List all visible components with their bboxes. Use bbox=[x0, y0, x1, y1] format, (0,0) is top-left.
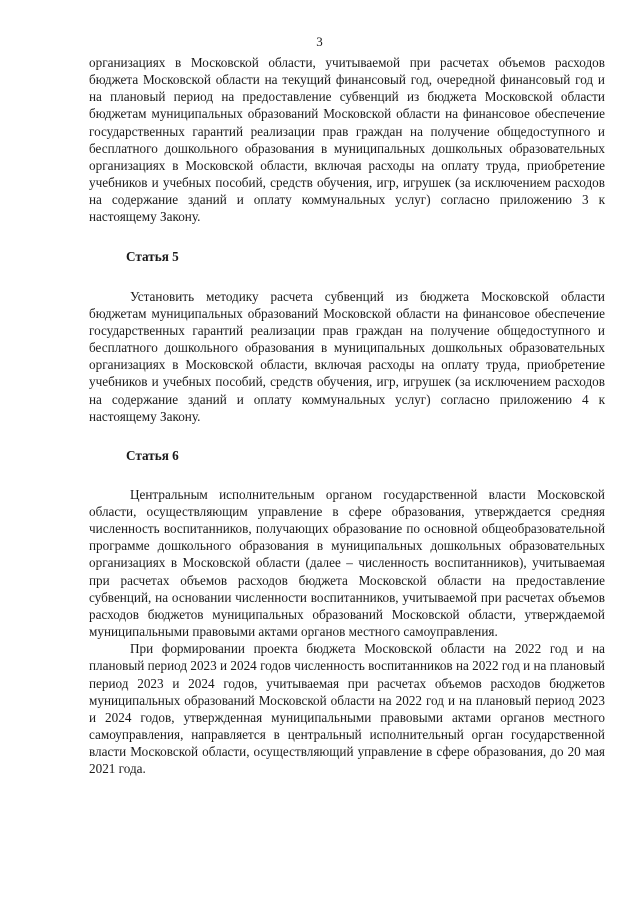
article-6-paragraph-1: Центральным исполнительным органом государственной власти Московской области, осуществляющим управление в сфере образования, утверждается средняя численность воспитанников, получающих образование по основной общеобразовательной программе дошкольного образования в муниципальных дошкольных образовательных организациях в Московской области (далее – численность воспитанников), учитываемая при расчетах объемов расходов бюджета Московской области на предоставление субвенций, на основании численности воспитанников, учитываемой при расчетах объемов расходов бюджетов муниципальных образований Московской области, утверждаемой муниципальными правовыми актами органов местного самоуправления. bbox=[89, 486, 605, 640]
article-5-heading: Статья 5 bbox=[126, 248, 179, 264]
page-number: 3 bbox=[316, 34, 323, 49]
article-6-paragraph-2: При формировании проекта бюджета Московской области на 2022 год и на плановый период 2023 и 2024 годов численность воспитанников на 2022 год и на плановый период 2023 и 2024 годов, учитываемая при расчетах объемов расходов бюджетов муниципальных образований Московской области на 2022 год и на плановый период 2023 и 2024 годов, утвержденная муниципальными правовыми актами органов местного самоуправления, направляется в центральный исполнительный орган государственной власти Московской области, осуществляющий управление в сфере образования, до 20 мая 2021 года. bbox=[89, 641, 605, 777]
document-body bbox=[89, 54, 605, 777]
article-6-heading: Статья 6 bbox=[126, 447, 179, 463]
article-5-text: Установить методику расчета субвенций из бюджета Московской области бюджетам муниципальных образований Московской области на финансовое обеспечение государственных гарантий реализации прав граждан на получение общедоступного и бесплатного дошкольного образования в муниципальных дошкольных образовательных организациях в Московской области, включая расходы на оплату труда, приобретение учебников и учебных пособий, средств обучения, игр, игрушек (за исключением расходов на содержание зданий и оплату коммунальных услуг) согласно приложению 4 к настоящему Закону. bbox=[89, 288, 605, 424]
intro-paragraph: организациях в Московской области, учитываемой при расчетах объемов расходов бюджета Московской области на текущий финансовый год, очередной финансовый год и на плановый период на предоставление субвенций из бюджета Московской области бюджетам муниципальных образований Московской области на финансовое обеспечение государственных гарантий реализации прав граждан на получение общедоступного и бесплатного дошкольного образования в муниципальных дошкольных образовательных организациях в Московской области, включая расходы на оплату труда, приобретение учебников и учебных пособий, средств обучения, игр, игрушек (за исключением расходов на содержание зданий и оплату коммунальных услуг) согласно приложению 3 к настоящему Закону. bbox=[89, 55, 605, 225]
